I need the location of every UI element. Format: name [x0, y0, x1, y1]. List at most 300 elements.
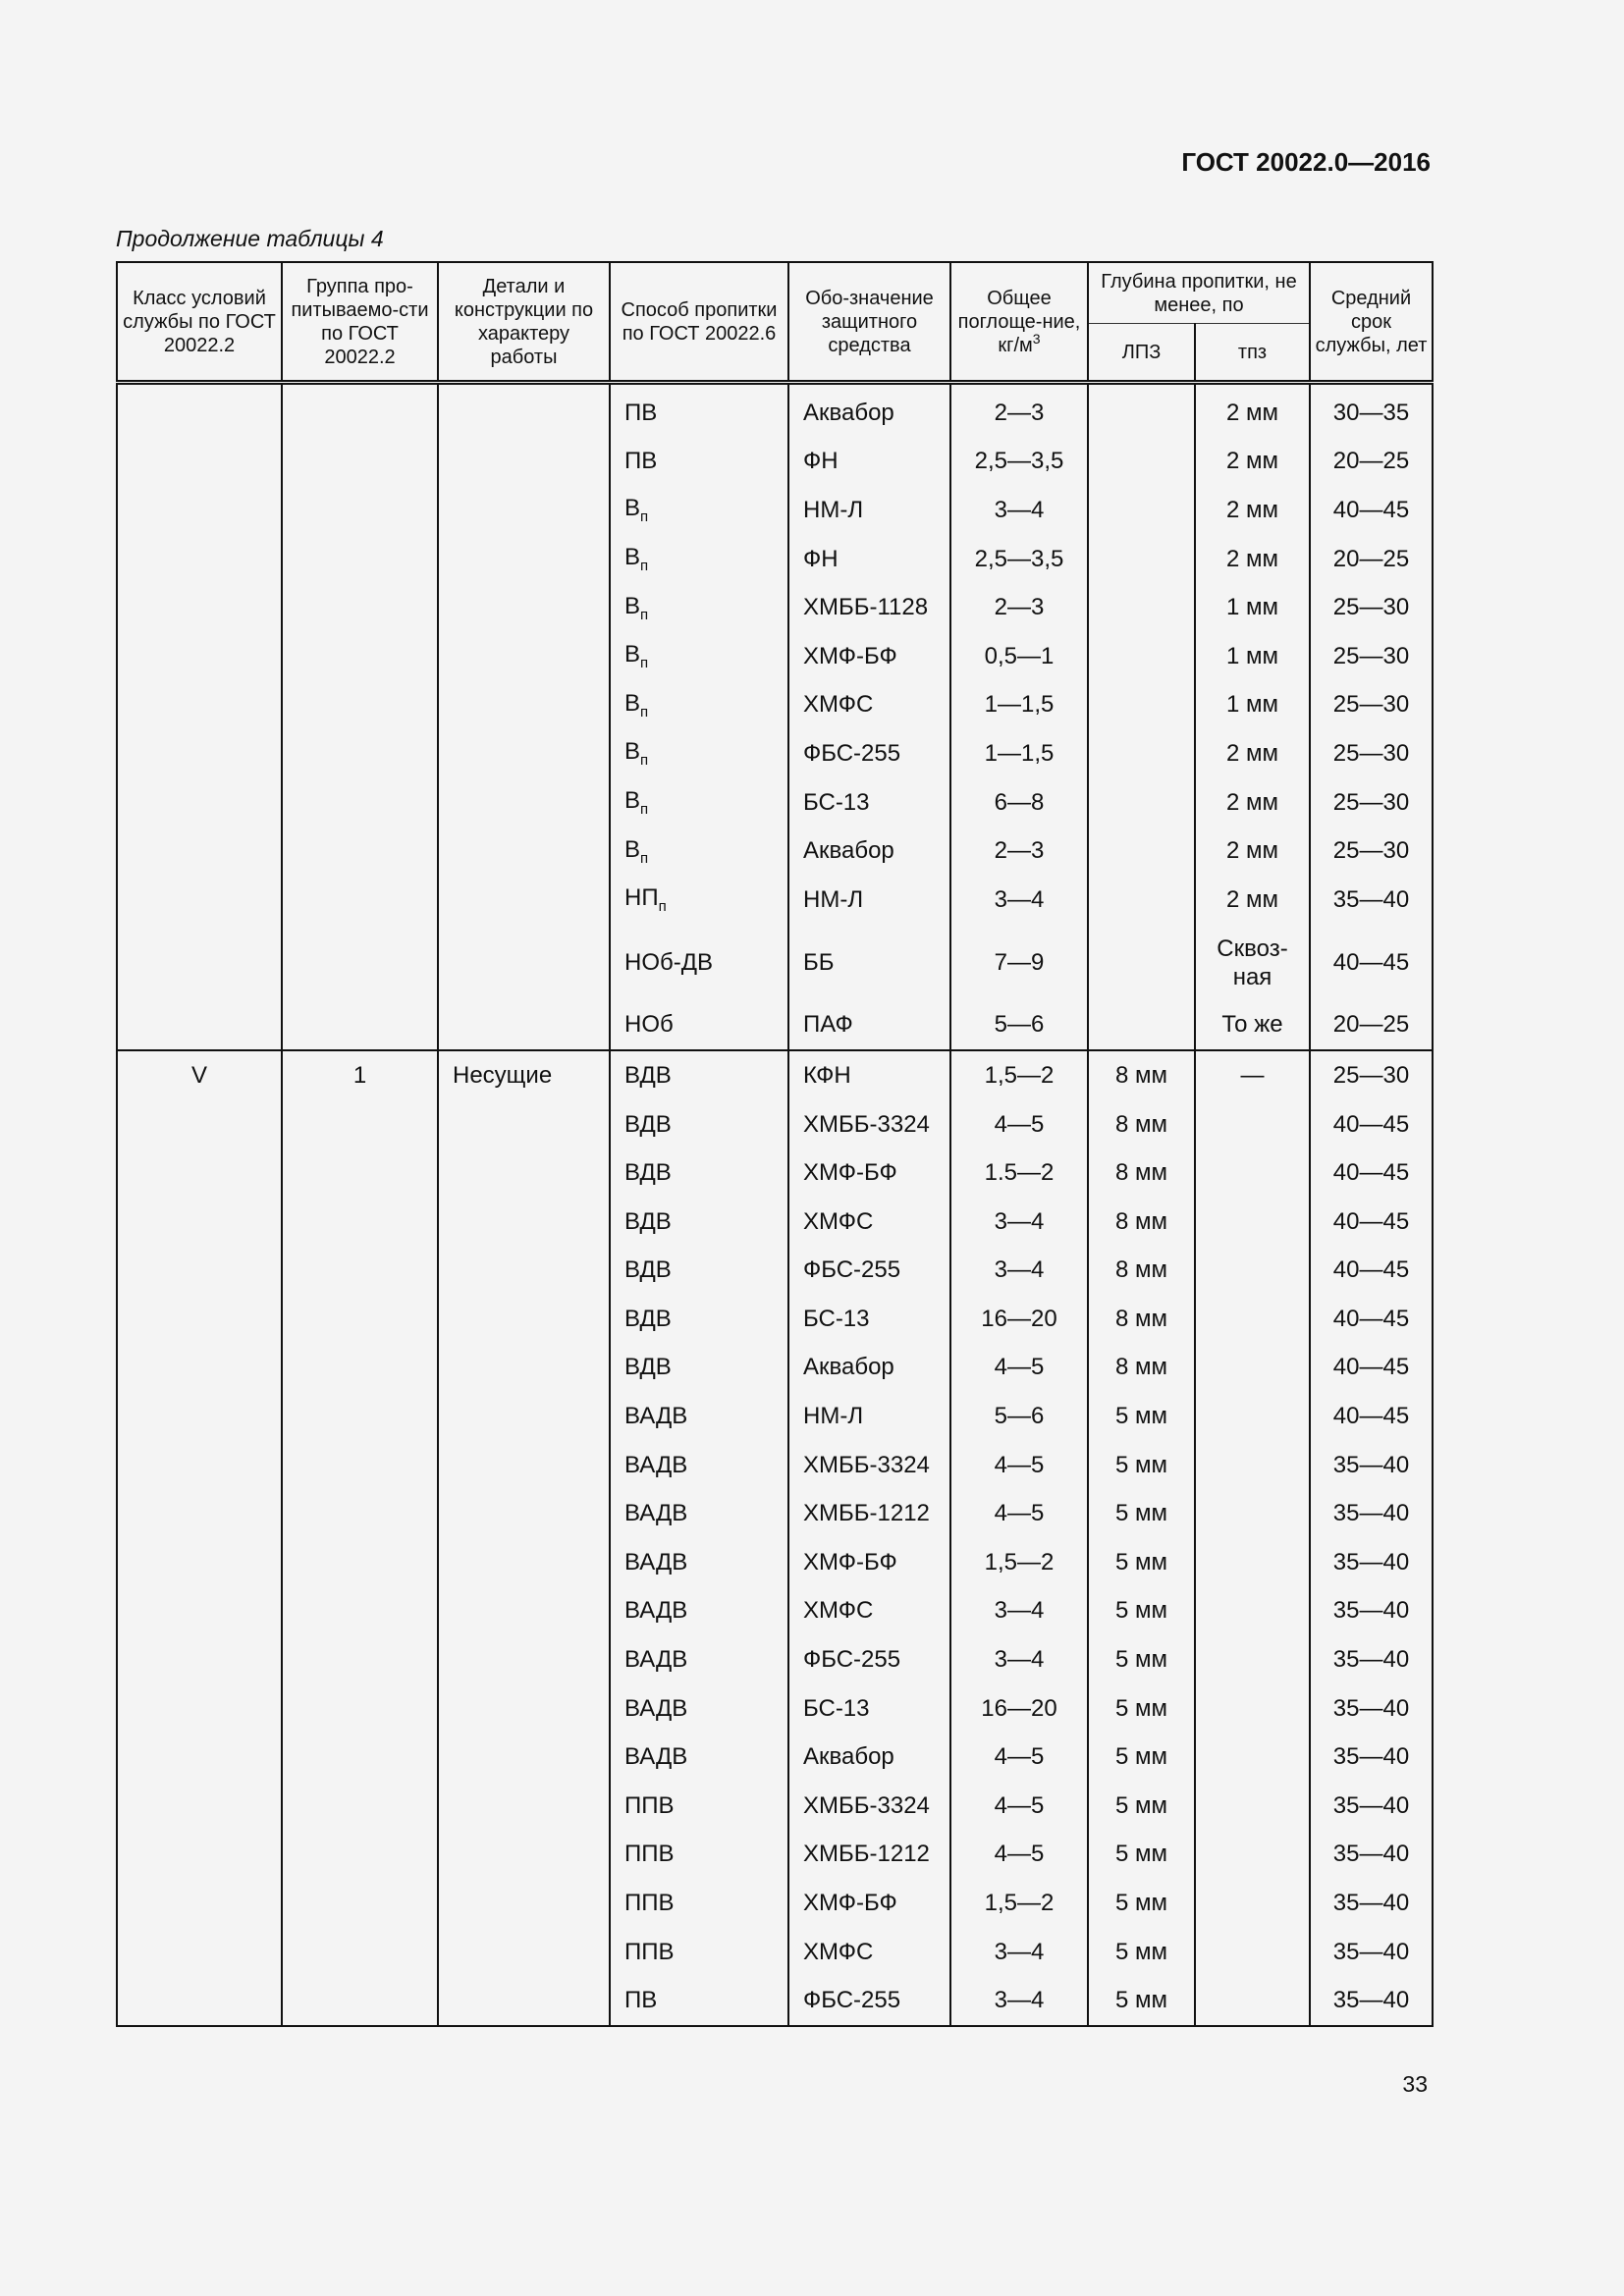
cell-pogl: 1—1,5: [950, 681, 1088, 730]
cell-klass: [117, 535, 282, 584]
cell-srok: 40—45: [1310, 1247, 1433, 1296]
cell-tpz: [1195, 1587, 1310, 1636]
cell-srok: 30—35: [1310, 383, 1433, 438]
sposob-code: ППВ: [624, 1890, 675, 1917]
cell-sredstvo: ФН: [788, 535, 950, 584]
sposob-code: В: [624, 592, 641, 619]
cell-sposob: [610, 1831, 788, 1880]
cell-gruppa: [282, 383, 438, 438]
cell-pogl: 1,5—2: [950, 1050, 1088, 1100]
cell-tpz: Сквоз- ная: [1195, 925, 1310, 1001]
sposob-code: В: [624, 738, 641, 766]
cell-tpz: [1195, 1733, 1310, 1782]
cell-pogl: 5—6: [950, 1001, 1088, 1051]
cell-srok: 25—30: [1310, 681, 1433, 730]
cell-gruppa: [282, 1587, 438, 1636]
cell-detali: [438, 1344, 610, 1393]
col-header-oboznachenie: Обо-значение защитного средства: [788, 262, 950, 383]
cell-srok: 40—45: [1310, 1392, 1433, 1441]
cell-sposob: [610, 486, 788, 535]
table-row: [117, 535, 1433, 584]
cell-lpz: [1088, 535, 1195, 584]
sposob-code: В: [624, 495, 641, 522]
cell-tpz: [1195, 1635, 1310, 1684]
cell-klass: [117, 1344, 282, 1393]
cell-klass: [117, 729, 282, 778]
cell-sredstvo: ББ: [788, 925, 950, 1001]
cell-lpz: 5 мм: [1088, 1928, 1195, 1977]
cell-klass: [117, 876, 282, 925]
sposob-code: ВАДВ: [624, 1500, 688, 1527]
col-header-klass: Класс условий службы по ГОСТ 20022.2: [117, 262, 282, 383]
cell-sposob: [610, 1489, 788, 1538]
sposob-code: ВДВ: [624, 1061, 672, 1089]
cell-detali: [438, 827, 610, 876]
cell-detali: [438, 778, 610, 828]
cell-pogl: 2—3: [950, 827, 1088, 876]
cell-srok: 25—30: [1310, 1050, 1433, 1100]
sposob-code: ВАДВ: [624, 1548, 688, 1575]
table-row: [117, 632, 1433, 681]
cell-klass: [117, 583, 282, 632]
sposob-code: ПВ: [624, 399, 658, 426]
cell-detali: [438, 1928, 610, 1977]
cell-gruppa: [282, 1100, 438, 1149]
cell-srok: 40—45: [1310, 486, 1433, 535]
cell-pogl: 4—5: [950, 1344, 1088, 1393]
cell-gruppa: [282, 1489, 438, 1538]
cell-lpz: [1088, 827, 1195, 876]
cell-srok: 25—30: [1310, 827, 1433, 876]
cell-gruppa: [282, 1782, 438, 1831]
sposob-code: ППВ: [624, 1791, 675, 1819]
cell-tpz: 2 мм: [1195, 383, 1310, 438]
cell-pogl: 5—6: [950, 1392, 1088, 1441]
cell-gruppa: [282, 486, 438, 535]
sposob-subscript: п: [640, 801, 649, 819]
cell-lpz: 8 мм: [1088, 1295, 1195, 1344]
col-header-tpz: тпз: [1195, 324, 1310, 383]
cell-klass: [117, 632, 282, 681]
cell-srok: 20—25: [1310, 1001, 1433, 1051]
cell-tpz: То же: [1195, 1001, 1310, 1051]
cell-srok: 20—25: [1310, 438, 1433, 487]
cell-srok: 35—40: [1310, 1538, 1433, 1587]
table-row: [117, 1976, 1433, 2026]
cell-detali: Несущие: [438, 1050, 610, 1100]
cell-pogl: 3—4: [950, 876, 1088, 925]
cell-sposob: [610, 1100, 788, 1149]
cell-gruppa: [282, 1635, 438, 1684]
cell-klass: [117, 383, 282, 438]
table-row: [117, 1148, 1433, 1198]
cell-sposob: [610, 1441, 788, 1490]
cell-tpz: [1195, 1976, 1310, 2026]
cell-tpz: 1 мм: [1195, 583, 1310, 632]
cell-srok: 40—45: [1310, 1148, 1433, 1198]
col-header-lpz: ЛПЗ: [1088, 324, 1195, 383]
cell-sredstvo: ФБС-255: [788, 1976, 950, 2026]
sposob-code: В: [624, 787, 641, 815]
sposob-code: НОб: [624, 1011, 674, 1039]
cell-sredstvo: ХМФ-БФ: [788, 632, 950, 681]
cell-detali: [438, 1684, 610, 1734]
table-row: [117, 1928, 1433, 1977]
cell-tpz: 2 мм: [1195, 876, 1310, 925]
sposob-code: ПВ: [624, 1987, 658, 2014]
cell-srok: 40—45: [1310, 1100, 1433, 1149]
sposob-code: ВАДВ: [624, 1403, 688, 1430]
table-header: [117, 262, 1433, 383]
cell-klass: [117, 486, 282, 535]
cell-tpz: 1 мм: [1195, 681, 1310, 730]
cell-sredstvo: ХМББ-3324: [788, 1782, 950, 1831]
cell-detali: [438, 1587, 610, 1636]
cell-gruppa: [282, 1831, 438, 1880]
sposob-code: НОб-ДВ: [624, 949, 713, 977]
cell-detali: [438, 632, 610, 681]
sposob-code: ВДВ: [624, 1354, 672, 1381]
cell-sposob: [610, 632, 788, 681]
cell-klass: [117, 1635, 282, 1684]
cell-gruppa: 1: [282, 1050, 438, 1100]
cell-sredstvo: Аквабор: [788, 1733, 950, 1782]
cell-klass: [117, 1247, 282, 1296]
col-header-sposob: Способ пропитки по ГОСТ 20022.6: [610, 262, 788, 383]
cell-gruppa: [282, 778, 438, 828]
cell-sredstvo: ФБС-255: [788, 729, 950, 778]
cell-srok: 40—45: [1310, 1295, 1433, 1344]
cell-tpz: [1195, 1538, 1310, 1587]
cell-sposob: [610, 535, 788, 584]
table-row: [117, 1050, 1433, 1100]
cell-srok: 25—30: [1310, 778, 1433, 828]
cell-klass: [117, 1733, 282, 1782]
cell-detali: [438, 1538, 610, 1587]
sposob-code: ВДВ: [624, 1207, 672, 1235]
table-row: [117, 1879, 1433, 1928]
cell-klass: [117, 1538, 282, 1587]
table-row: [117, 383, 1433, 438]
table-row: [117, 827, 1433, 876]
cell-gruppa: [282, 1538, 438, 1587]
sposob-code: ВДВ: [624, 1110, 672, 1138]
cell-sredstvo: ХМББ-3324: [788, 1441, 950, 1490]
page-number: 33: [1402, 2071, 1428, 2097]
cell-sposob: [610, 438, 788, 487]
cell-tpz: 2 мм: [1195, 486, 1310, 535]
cell-pogl: 1,5—2: [950, 1879, 1088, 1928]
cell-tpz: 2 мм: [1195, 729, 1310, 778]
col-header-glubina: Глубина пропитки, не менее, по: [1088, 262, 1310, 324]
cell-srok: 35—40: [1310, 1782, 1433, 1831]
sposob-code: ВАДВ: [624, 1694, 688, 1722]
cell-lpz: 5 мм: [1088, 1733, 1195, 1782]
table-row: [117, 1684, 1433, 1734]
cell-sposob: [610, 1928, 788, 1977]
cell-lpz: [1088, 632, 1195, 681]
sposob-code: ВДВ: [624, 1256, 672, 1284]
cell-detali: [438, 1441, 610, 1490]
cell-pogl: 4—5: [950, 1100, 1088, 1149]
cell-klass: [117, 925, 282, 1001]
cell-sposob: [610, 1538, 788, 1587]
cell-klass: [117, 438, 282, 487]
cell-pogl: 1,5—2: [950, 1538, 1088, 1587]
cell-gruppa: [282, 632, 438, 681]
cell-tpz: [1195, 1392, 1310, 1441]
cell-lpz: 8 мм: [1088, 1050, 1195, 1100]
col-header-gruppa: Группа про-питываемо-сти по ГОСТ 20022.2: [282, 262, 438, 383]
cell-detali: [438, 1198, 610, 1247]
cell-pogl: 1.5—2: [950, 1148, 1088, 1198]
cell-gruppa: [282, 1344, 438, 1393]
cell-sredstvo: ХМФ-БФ: [788, 1879, 950, 1928]
cell-gruppa: [282, 1001, 438, 1051]
sposob-code: ВДВ: [624, 1159, 672, 1187]
cell-srok: 40—45: [1310, 1344, 1433, 1393]
cell-gruppa: [282, 876, 438, 925]
cell-klass: [117, 778, 282, 828]
cell-pogl: 4—5: [950, 1441, 1088, 1490]
table-row: [117, 438, 1433, 487]
cell-lpz: 8 мм: [1088, 1198, 1195, 1247]
cell-sredstvo: Аквабор: [788, 827, 950, 876]
table-row: [117, 1831, 1433, 1880]
sposob-code: В: [624, 689, 641, 717]
sposob-code: ВДВ: [624, 1305, 672, 1332]
table-row: [117, 486, 1433, 535]
cell-gruppa: [282, 1879, 438, 1928]
cell-detali: [438, 535, 610, 584]
cell-tpz: 2 мм: [1195, 535, 1310, 584]
cell-pogl: 0,5—1: [950, 632, 1088, 681]
cell-pogl: 3—4: [950, 1976, 1088, 2026]
cell-lpz: [1088, 383, 1195, 438]
table-row: [117, 1587, 1433, 1636]
sposob-code: ВАДВ: [624, 1743, 688, 1771]
cell-sposob: [610, 681, 788, 730]
cell-gruppa: [282, 1198, 438, 1247]
table-row: [117, 1295, 1433, 1344]
sposob-code: ПВ: [624, 448, 658, 475]
cell-sredstvo: ПАФ: [788, 1001, 950, 1051]
table-row: [117, 876, 1433, 925]
cell-sposob: [610, 925, 788, 1001]
table-row: [117, 583, 1433, 632]
cell-klass: [117, 1831, 282, 1880]
table-row: [117, 1344, 1433, 1393]
cell-detali: [438, 583, 610, 632]
cell-sredstvo: НМ-Л: [788, 876, 950, 925]
cell-gruppa: [282, 1441, 438, 1490]
cell-sredstvo: ХМФС: [788, 1928, 950, 1977]
cell-lpz: 8 мм: [1088, 1344, 1195, 1393]
cell-tpz: [1195, 1295, 1310, 1344]
cell-srok: 35—40: [1310, 876, 1433, 925]
cell-sposob: [610, 1247, 788, 1296]
cell-sredstvo: ХМФС: [788, 1198, 950, 1247]
cell-detali: [438, 1733, 610, 1782]
cell-lpz: [1088, 1001, 1195, 1051]
cell-lpz: 5 мм: [1088, 1782, 1195, 1831]
cell-sposob: [610, 1782, 788, 1831]
table-row: [117, 1392, 1433, 1441]
cell-pogl: 3—4: [950, 1247, 1088, 1296]
cell-pogl: 4—5: [950, 1489, 1088, 1538]
cell-lpz: [1088, 681, 1195, 730]
cell-klass: [117, 1879, 282, 1928]
cell-sposob: [610, 1635, 788, 1684]
cell-klass: [117, 1587, 282, 1636]
cell-klass: [117, 827, 282, 876]
cell-klass: [117, 1198, 282, 1247]
cell-klass: [117, 1976, 282, 2026]
cell-pogl: 2,5—3,5: [950, 535, 1088, 584]
col-header-pogloshchenie: [950, 262, 1088, 383]
cell-pogl: 3—4: [950, 486, 1088, 535]
cell-pogl: 4—5: [950, 1831, 1088, 1880]
cell-tpz: [1195, 1879, 1310, 1928]
cell-gruppa: [282, 1392, 438, 1441]
cell-detali: [438, 438, 610, 487]
cell-detali: [438, 1879, 610, 1928]
cell-klass: [117, 1782, 282, 1831]
cell-sredstvo: НМ-Л: [788, 1392, 950, 1441]
cell-lpz: 8 мм: [1088, 1148, 1195, 1198]
cell-lpz: 5 мм: [1088, 1831, 1195, 1880]
cell-sposob: [610, 1198, 788, 1247]
sposob-subscript: п: [640, 606, 649, 623]
cell-klass: [117, 1928, 282, 1977]
cell-gruppa: [282, 1295, 438, 1344]
cell-gruppa: [282, 827, 438, 876]
cell-sredstvo: Аквабор: [788, 383, 950, 438]
cell-detali: [438, 486, 610, 535]
cell-sposob: [610, 827, 788, 876]
sposob-code: В: [624, 641, 641, 668]
cell-klass: [117, 1295, 282, 1344]
cell-lpz: [1088, 729, 1195, 778]
cell-gruppa: [282, 729, 438, 778]
cell-sredstvo: ХМББ-3324: [788, 1100, 950, 1149]
cell-sposob: [610, 583, 788, 632]
sposob-code: НП: [624, 884, 659, 912]
table-row: [117, 1489, 1433, 1538]
sposob-code: ВАДВ: [624, 1597, 688, 1625]
cell-klass: [117, 1100, 282, 1149]
cell-pogl: 3—4: [950, 1635, 1088, 1684]
sposob-code: В: [624, 544, 641, 571]
cell-pogl: 2—3: [950, 383, 1088, 438]
cell-sredstvo: ФБС-255: [788, 1247, 950, 1296]
cell-lpz: [1088, 778, 1195, 828]
cell-pogl: 7—9: [950, 925, 1088, 1001]
document-code: ГОСТ 20022.0—2016: [1181, 147, 1431, 177]
table-row: [117, 681, 1433, 730]
cell-gruppa: [282, 583, 438, 632]
cell-detali: [438, 1148, 610, 1198]
cell-sredstvo: ХМФ-БФ: [788, 1148, 950, 1198]
impregnation-table: [116, 261, 1434, 2027]
cell-srok: 35—40: [1310, 1684, 1433, 1734]
sposob-subscript: п: [658, 898, 667, 916]
cell-sredstvo: ФБС-255: [788, 1635, 950, 1684]
cell-sposob: [610, 1587, 788, 1636]
cell-tpz: [1195, 1782, 1310, 1831]
cell-lpz: [1088, 925, 1195, 1001]
cell-tpz: 2 мм: [1195, 438, 1310, 487]
cell-srok: 25—30: [1310, 729, 1433, 778]
cell-sredstvo: БС-13: [788, 778, 950, 828]
cell-pogl: 16—20: [950, 1295, 1088, 1344]
cell-srok: 25—30: [1310, 583, 1433, 632]
col-header-srok: Средний срок службы, лет: [1310, 262, 1433, 383]
cell-lpz: [1088, 486, 1195, 535]
cell-detali: [438, 1100, 610, 1149]
cell-detali: [438, 729, 610, 778]
table-row: [117, 1538, 1433, 1587]
cell-sposob: [610, 1392, 788, 1441]
cell-sredstvo: КФН: [788, 1050, 950, 1100]
cell-pogl: 4—5: [950, 1782, 1088, 1831]
cell-sredstvo: ФН: [788, 438, 950, 487]
cell-gruppa: [282, 438, 438, 487]
cell-lpz: 5 мм: [1088, 1441, 1195, 1490]
cell-lpz: 5 мм: [1088, 1587, 1195, 1636]
sposob-subscript: п: [640, 508, 649, 526]
cell-lpz: 5 мм: [1088, 1684, 1195, 1734]
cell-sredstvo: НМ-Л: [788, 486, 950, 535]
cell-sposob: [610, 1295, 788, 1344]
cell-gruppa: [282, 1733, 438, 1782]
cell-sredstvo: ХМФС: [788, 1587, 950, 1636]
table-row: [117, 778, 1433, 828]
cell-detali: [438, 1295, 610, 1344]
cell-detali: [438, 1635, 610, 1684]
cell-klass: [117, 681, 282, 730]
cell-gruppa: [282, 1928, 438, 1977]
cell-klass: [117, 1001, 282, 1051]
cell-pogl: 3—4: [950, 1587, 1088, 1636]
cell-srok: 35—40: [1310, 1928, 1433, 1977]
cell-klass: [117, 1489, 282, 1538]
cell-detali: [438, 1001, 610, 1051]
cell-tpz: [1195, 1100, 1310, 1149]
cell-lpz: 5 мм: [1088, 1635, 1195, 1684]
cell-lpz: 5 мм: [1088, 1879, 1195, 1928]
cell-pogl: 2—3: [950, 583, 1088, 632]
cell-sredstvo: ХМФС: [788, 681, 950, 730]
cell-tpz: [1195, 1198, 1310, 1247]
cell-srok: 35—40: [1310, 1879, 1433, 1928]
sposob-code: ППВ: [624, 1841, 675, 1868]
cell-sredstvo: ХМББ-1212: [788, 1489, 950, 1538]
cell-srok: 35—40: [1310, 1489, 1433, 1538]
cell-lpz: 5 мм: [1088, 1489, 1195, 1538]
cell-tpz: [1195, 1489, 1310, 1538]
cell-gruppa: [282, 1976, 438, 2026]
cell-lpz: 8 мм: [1088, 1247, 1195, 1296]
cell-pogl: 3—4: [950, 1198, 1088, 1247]
cell-detali: [438, 1831, 610, 1880]
cell-sposob: [610, 1733, 788, 1782]
table-row: [117, 1001, 1433, 1051]
cell-detali: [438, 1247, 610, 1296]
table-row: [117, 1441, 1433, 1490]
cell-lpz: 5 мм: [1088, 1976, 1195, 2026]
pogloshchenie-unit-exponent: 3: [1032, 330, 1041, 347]
